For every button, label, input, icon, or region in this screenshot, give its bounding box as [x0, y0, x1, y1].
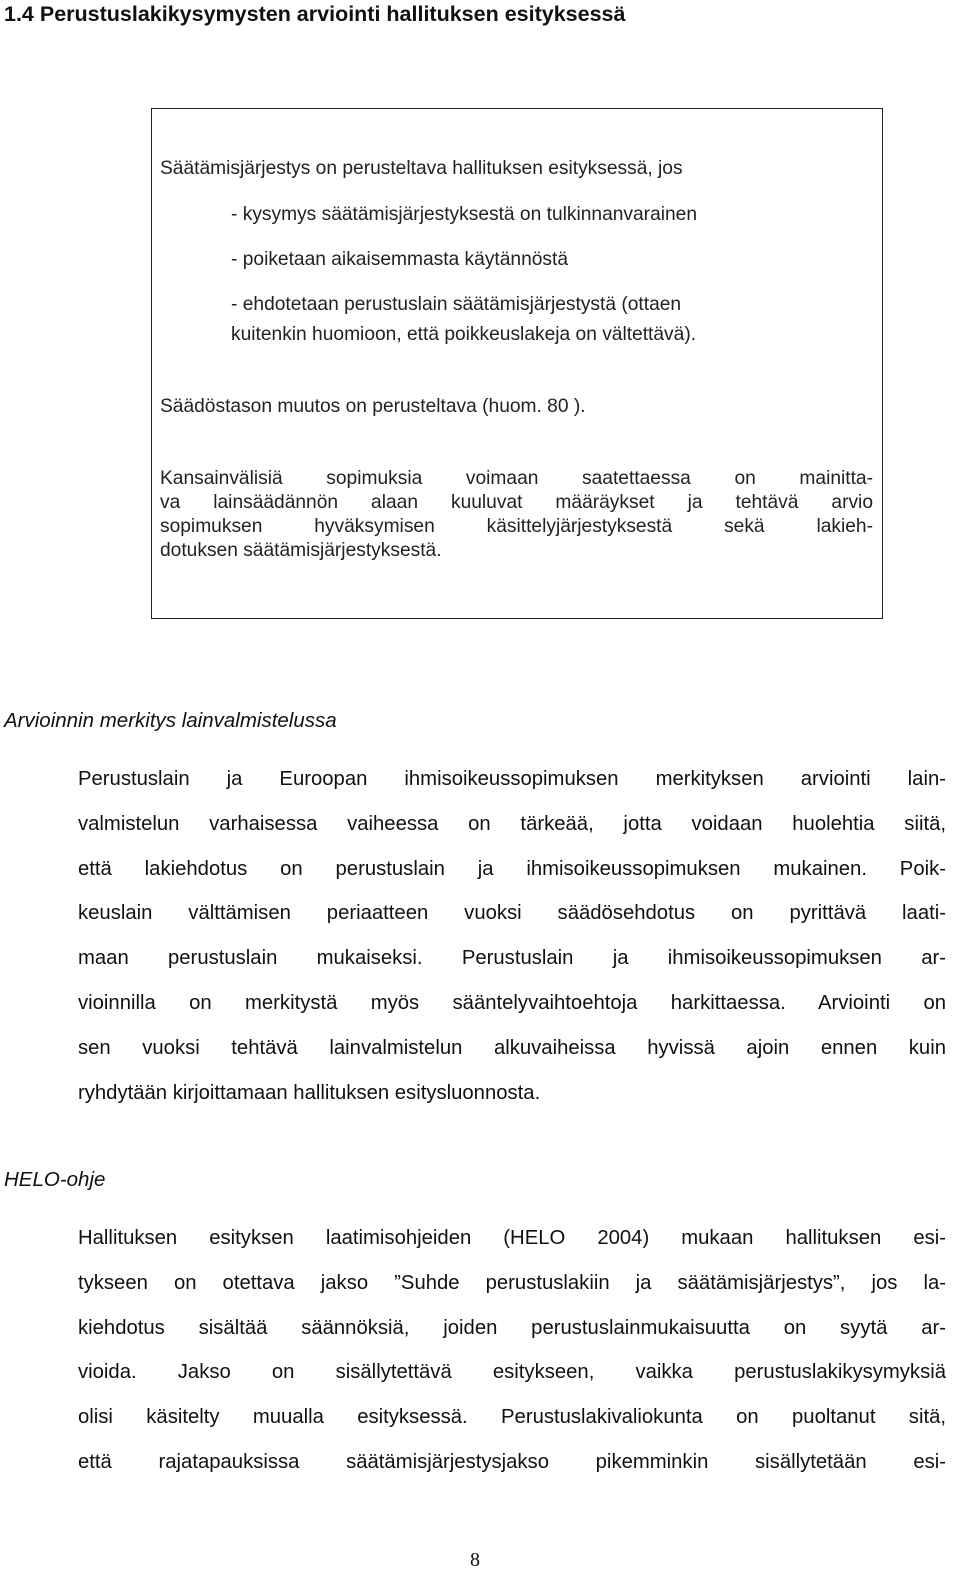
paragraph-line: Perustuslain ja Euroopan ihmisoikeussopimuksen merkityksen arviointi lain- — [78, 768, 946, 790]
paragraph-line: valmistelun varhaisessa vaiheessa on tärkeää, jotta voidaan huolehtia siitä, — [78, 812, 946, 835]
box-bullet-1: - kysymys säätämisjärjestyksestä on tulkinnanvarainen — [231, 204, 698, 225]
paragraph-line: keuslain välttämisen periaatteen vuoksi säädösehdotus on pyrittävä laati- — [78, 902, 946, 925]
paragraph-helo — [78, 1216, 946, 1485]
box-bullet-3-continued: kuitenkin huomioon, että poikkeuslakeja on vältettävä). — [231, 324, 697, 345]
paragraph-arvioinnin — [78, 757, 946, 1115]
paragraph-line: ryhdytään kirjoittamaan hallituksen esitysluonnosta. — [78, 1081, 541, 1104]
paragraph-line: tykseen on otettava jakso ”Suhde perustuslakiin ja säätämisjärjestys”, jos la- — [78, 1271, 946, 1294]
paragraph-line: että rajatapauksissa säätämisjärjestysjakso pikemminkin sisällytetään esi- — [78, 1450, 946, 1473]
paragraph-line: kiehdotus sisältää säännöksiä, joiden perustuslainmukaisuutta on syytä ar- — [78, 1316, 946, 1339]
paragraph-line: että lakiehdotus on perustuslain ja ihmisoikeussopimuksen mukainen. Poik- — [78, 857, 946, 880]
paragraph-line: maan perustuslain mukaiseksi. Perustuslain ja ihmisoikeussopimuksen ar- — [78, 947, 946, 970]
paragraph-line: sen vuoksi tehtävä lainvalmistelun alkuvaiheissa hyvissä ajoin ennen kuin — [78, 1036, 946, 1059]
summary-box — [151, 108, 883, 619]
box-regulation-level: Säädöstason muutos on perusteltava (huom. 80 ). — [160, 396, 586, 417]
paragraph-line: Hallituksen esityksen laatimisohjeiden (HELO 2004) mukaan hallituksen esi- — [78, 1227, 946, 1249]
page-title: 1.4 Perustuslakikysymysten arviointi hallituksen esityksessä — [4, 2, 626, 26]
paragraph-line: vioinnilla on merkitystä myös sääntelyvaihtoehtoja harkittaessa. Arviointi on — [78, 991, 946, 1014]
box-bullet-3: - ehdotetaan perustuslain säätämisjärjestystä (ottaen — [231, 294, 682, 315]
section-heading-arvioinnin: Arvioinnin merkitys lainvalmistelussa — [4, 709, 337, 732]
paragraph-line: olisi käsitelty muualla esityksessä. Perustuslakivaliokunta on puoltanut sitä, — [78, 1406, 946, 1429]
page-number: 8 — [470, 1549, 480, 1571]
box-international-paragraph — [160, 467, 873, 563]
box-international-line-4: dotuksen säätämisjärjestyksestä. — [160, 540, 442, 561]
paragraph-line: vioida. Jakso on sisällytettävä esitykseen, vaikka perustuslakikysymyksiä — [78, 1361, 946, 1384]
box-international-line-3: sopimuksen hyväksymisen käsittelyjärjestyksestä sekä lakieh- — [160, 516, 873, 537]
box-intro: Säätämisjärjestys on perusteltava hallituksen esityksessä, jos — [160, 158, 683, 179]
section-heading-helo: HELO-ohje — [4, 1168, 106, 1191]
box-international-line-1: Kansainvälisiä sopimuksia voimaan saatettaessa on mainitta- — [160, 468, 873, 489]
box-bullet-2: - poiketaan aikaisemmasta käytännöstä — [231, 249, 569, 270]
box-international-line-2: va lainsäädännön alaan kuuluvat määräykset ja tehtävä arvio — [160, 492, 873, 513]
